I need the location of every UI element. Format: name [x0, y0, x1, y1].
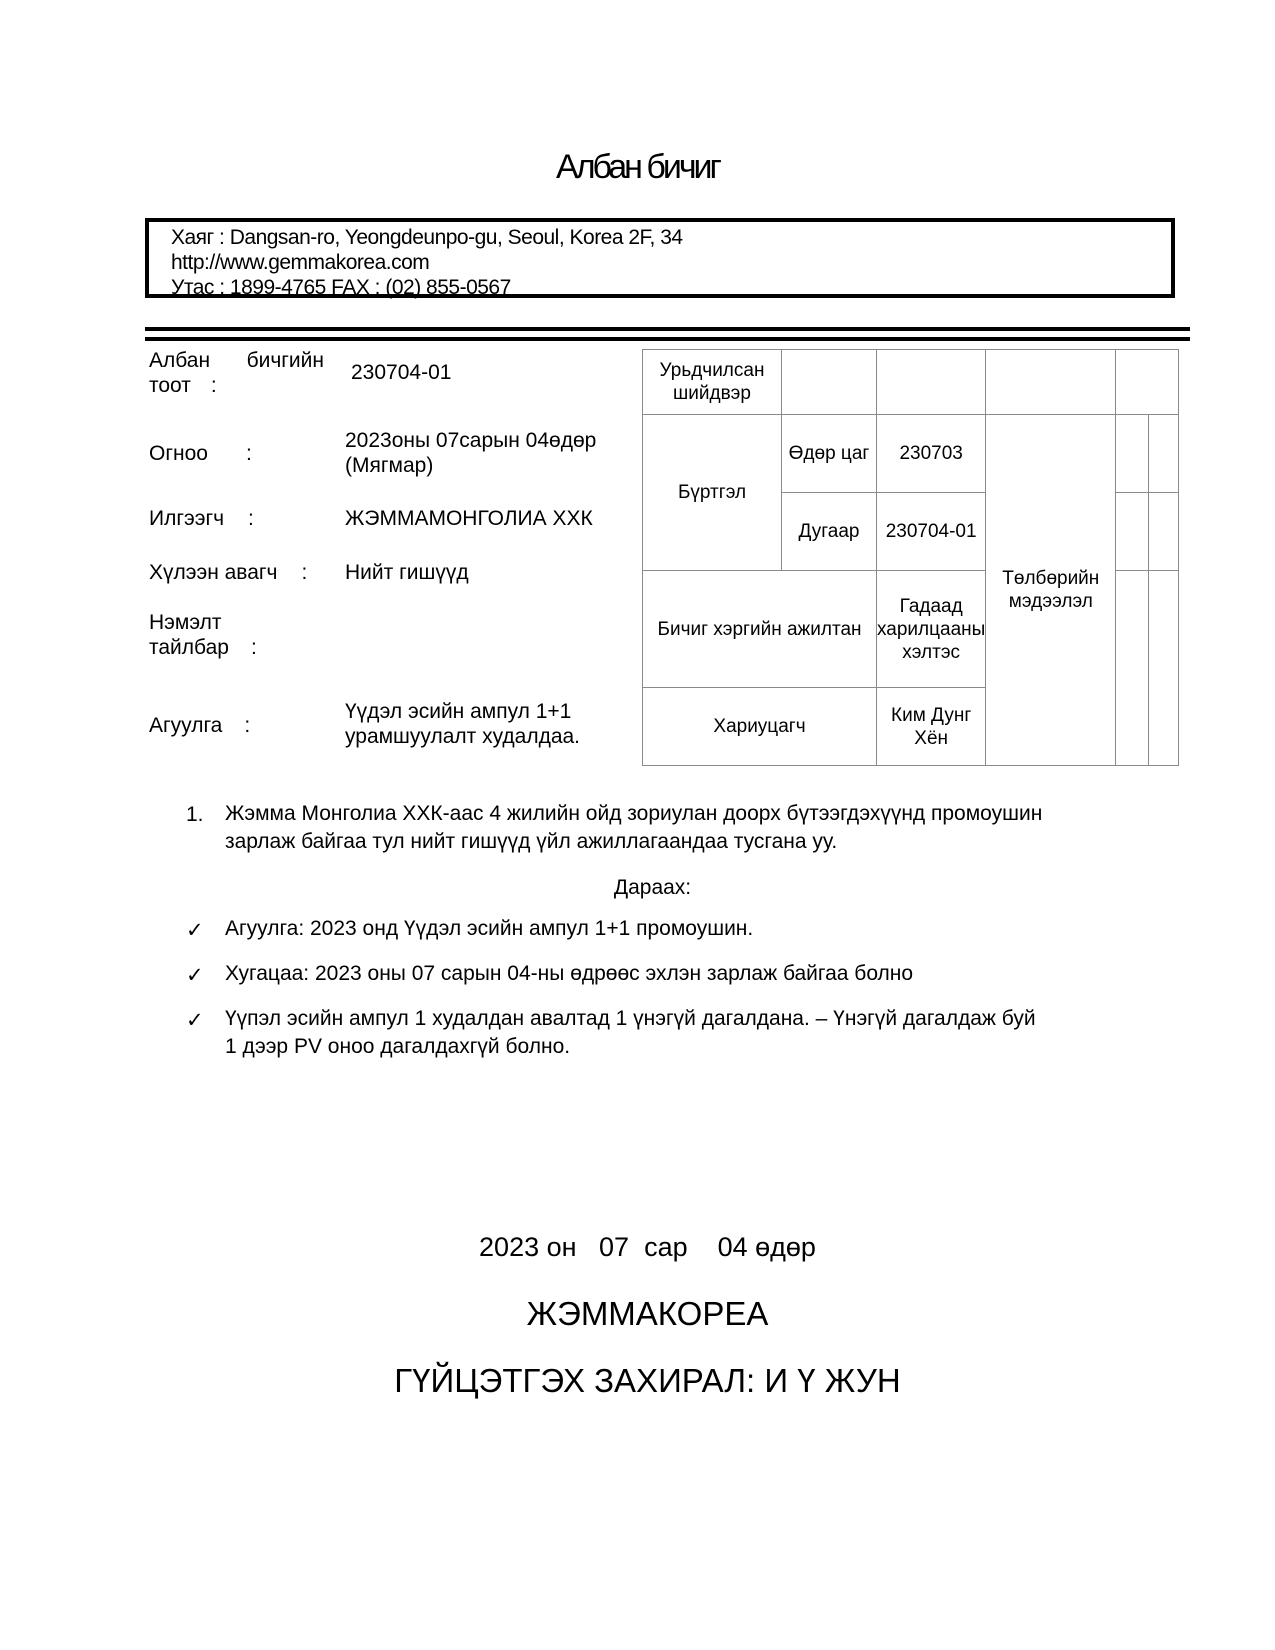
signature-date: 2023 он 07 сар 04 өдөр: [479, 1232, 816, 1262]
company-name: ЖЭММАКОРЕА: [526, 1295, 769, 1332]
check-icon: ✓: [186, 1009, 204, 1032]
header-rule-top: [145, 327, 1190, 331]
website-link[interactable]: http://www.gemmakorea.com: [171, 251, 430, 274]
document-title: Албан бичиг: [556, 148, 719, 186]
note-label: Нэмэлт тайлбар :: [149, 611, 257, 659]
recipient-value: Нийт гишүүд: [345, 561, 469, 584]
director-name: ГҮЙЦЭТГЭХ ЗАХИРАЛ: И Ү ЖУН: [394, 1362, 901, 1399]
item-paragraph: Жэмма Монголиа ХХК-аас 4 жилийн ойд зориулан доорх бүтээгдэхүүнд промоушин зарлаж байгаа тул нийт гишүүд үйл ажиллагаандаа тусгана уу.: [225, 802, 1043, 853]
approval-table: [642, 349, 1179, 766]
doc-number-label: Албан бичгийн тоот :: [149, 349, 324, 397]
empty-cell: [782, 350, 877, 415]
empty-cell: [1116, 415, 1149, 493]
bullet-content: Агуулга: 2023 онд Үүдэл эсийн ампул 1+1 промоушин.: [225, 917, 754, 940]
responsible-name-cell: Ким Дунг Хён: [877, 688, 986, 766]
number-label-cell: Дугаар: [782, 493, 877, 571]
date-value: 2023оны 07сарын 04өдөр (Мягмар): [345, 429, 597, 477]
empty-cell: [877, 350, 986, 415]
date-label: Огноо :: [149, 442, 252, 465]
prior-decision-cell: Урьдчилсан шийдвэр: [643, 350, 782, 415]
following-label: Дараах:: [613, 876, 692, 899]
empty-cell: [1149, 493, 1179, 571]
address-box: [145, 218, 1175, 298]
sender-label: Илгээгч :: [149, 507, 254, 530]
address-text: Хаяг : Dangsan-ro, Yeongdeunpo-gu, Seoul, Korea 2F, 34: [171, 226, 683, 249]
recipient-label: Хүлээн авагч :: [149, 561, 308, 584]
empty-cell: [1149, 571, 1179, 766]
date-time-label-cell: Өдөр цаг: [782, 415, 877, 493]
phone-fax-text: Утас : 1899-4765 FAX : (02) 855-0567: [171, 276, 511, 299]
sender-value: ЖЭММАМОНГОЛИА ХХК: [345, 507, 593, 530]
foreign-dept-cell: Гадаад харилцааны хэлтэс: [877, 571, 986, 688]
item-number: 1.: [186, 803, 204, 826]
bullet-terms: Үүпэл эсийн ампул 1 худалдан авалтад 1 үнэгүй дагалдана. – Үнэгүй дагалдаж буй 1 дээр PV оноо дагалдахгүй болно.: [225, 1007, 1036, 1058]
content-label: Агуулга :: [149, 714, 251, 737]
registration-cell: Бүртгэл: [643, 415, 782, 571]
responsible-cell: Хариуцагч: [643, 688, 877, 766]
number-value-cell: 230704-01: [877, 493, 986, 571]
doc-number-value: 230704-01: [351, 361, 452, 384]
header-rule-bottom: [145, 337, 1190, 341]
empty-cell: [1116, 571, 1149, 766]
payment-info-cell: Төлбөрийн мэдээлэл: [986, 415, 1116, 766]
empty-cell: [986, 350, 1116, 415]
empty-cell: [1116, 493, 1149, 571]
check-icon: ✓: [186, 964, 204, 987]
clerk-cell: Бичиг хэргийн ажилтан: [643, 571, 877, 688]
empty-cell: [1149, 415, 1179, 493]
date-time-value-cell: 230703: [877, 415, 986, 493]
bullet-period: Хугацаа: 2023 оны 07 сарын 04-ны өдрөөс эхлэн зарлаж байгаа болно: [225, 962, 914, 985]
empty-cell: [1116, 350, 1179, 415]
check-icon: ✓: [186, 919, 204, 942]
content-value: Үүдэл эсийн ампул 1+1 урамшуулалт худалдаа.: [345, 700, 581, 748]
